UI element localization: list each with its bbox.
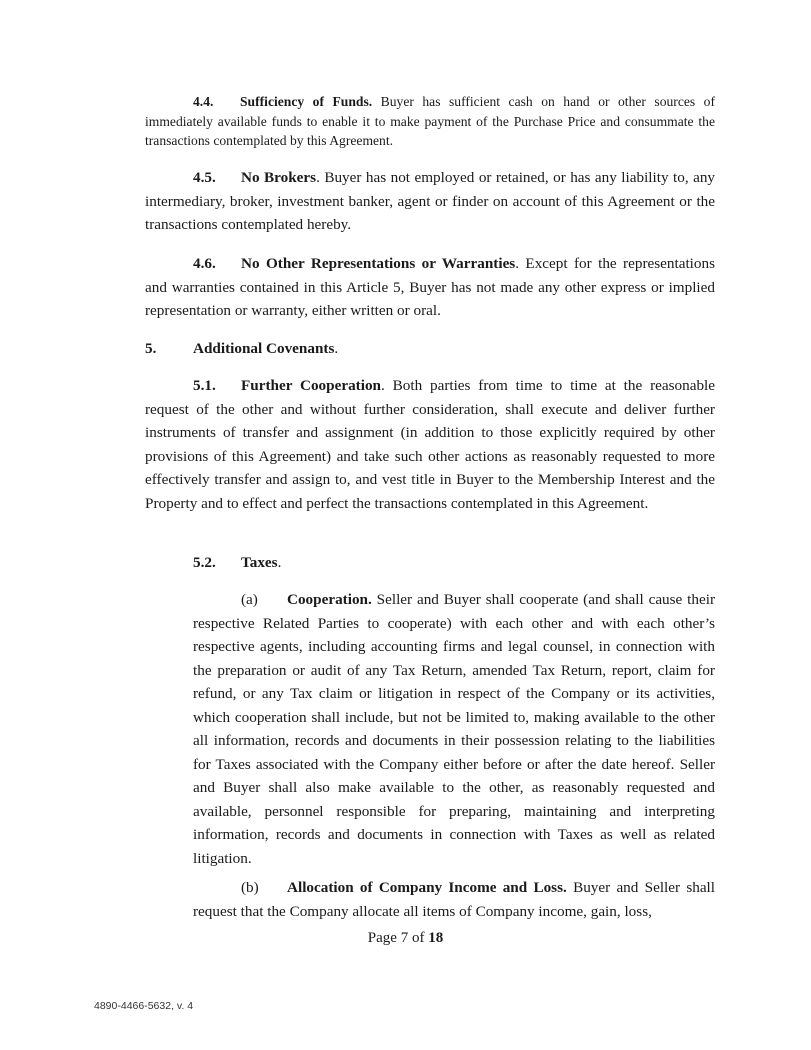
section-title: Further Cooperation	[241, 377, 381, 394]
section-number: 4.6.	[193, 255, 216, 272]
document-id: 4890-4466-5632, v. 4	[94, 1000, 194, 1012]
subsection-number: (a)	[241, 591, 258, 608]
section-title: No Brokers	[241, 169, 317, 186]
section-number: 5.1.	[193, 377, 216, 394]
section-4-6	[145, 252, 715, 323]
section-title: Additional Covenants	[193, 340, 335, 357]
section-suffix: .	[277, 554, 282, 571]
section-number: 5.2.	[193, 554, 216, 571]
section-5-2-b	[193, 876, 715, 923]
subsection-title: Allocation of Company Income and Loss.	[287, 879, 567, 896]
section-text: Buyer has sufficient cash on hand or other sources of immediately available funds to enable it to make payment of the Purchase Price and consummate the transactions contemplated by this Agreement.	[145, 94, 716, 148]
section-title: No Other Representations or Warranties	[241, 255, 516, 272]
section-suffix: .	[334, 340, 339, 357]
section-text: . Both parties from time to time at the reasonable request of the other and without further consideration, shall execute and deliver further instruments of transfer and assignment (in addition to those explicitly required by other provisions of this Agreement) and take such other actions as reasonably requested to more effectively transfer and assign to, and vest title in Buyer to the Membership Interest and the Property and to effect and perfect the transactions contemplated in this Agreement.	[145, 377, 715, 512]
section-title: Sufficiency of Funds.	[240, 94, 373, 109]
section-text: . Buyer has not employed or retained, or has any liability to, any intermediary, broker, investment banker, agent or finder on account of this Agreement or the transactions contemplated hereby.	[145, 169, 716, 233]
subsection-number: (b)	[241, 879, 259, 896]
page-number-prefix: Page 7 of	[367, 930, 429, 946]
subsection-title: Cooperation.	[287, 591, 372, 608]
section-number: 4.5.	[193, 169, 216, 186]
subsection-text: Buyer and Seller shall request that the Company allocate all items of Company income, gain, loss,	[193, 879, 716, 920]
section-5-2-a	[193, 588, 715, 870]
section-5-1	[145, 374, 715, 515]
section-4-4	[145, 92, 715, 151]
section-5-heading	[145, 337, 338, 361]
section-number: 4.4.	[193, 94, 214, 109]
section-title: Taxes	[241, 554, 278, 571]
subsection-text: Seller and Buyer shall cooperate (and shall cause their respective Related Parties to cooperate) with each other and with each other’s respective agents, including accounting firms and legal counsel, in connection with the preparation or audit of any Tax Return, amended Tax Return, report, claim for refund, or any Tax claim or litigation in respect of the Company or its activities, which cooperation shall include, but not be limited to, making available to the other all information, records and documents in their possession relating to the liabilities for Taxes associated with the Company either before or after the date hereof. Seller and Buyer shall also make available to the other, as reasonably requested and available, personnel responsible for preparing, maintaining and interpreting information, records and documents in connection with Taxes as well as related litigation.	[193, 591, 715, 867]
section-text: . Except for the representations and warranties contained in this Article 5, Buyer has not made any other express or implied representation or warranty, either written or oral.	[145, 255, 715, 319]
section-4-5	[145, 166, 715, 237]
section-5-2-heading	[193, 551, 281, 575]
section-number: 5.	[145, 340, 157, 357]
page-number-total: 18	[428, 930, 444, 946]
page-number	[0, 930, 811, 947]
